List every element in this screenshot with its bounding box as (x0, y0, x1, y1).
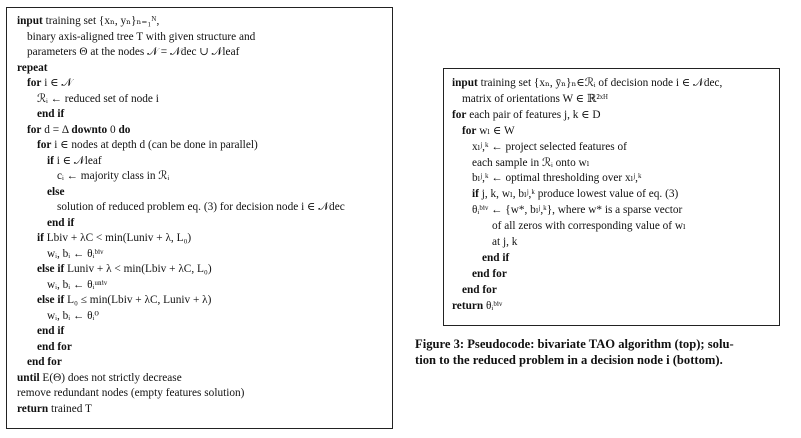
pseudocode-line: until E(Θ) does not strictly decrease (17, 371, 182, 384)
pseudocode-line: return θᵢᵇⁱᵛ (452, 299, 503, 312)
pseudocode-line: input training set {xₙ, yₙ}ₙ₌₁ᴺ, (17, 15, 160, 27)
pseudocode-line: end for (27, 356, 62, 368)
pseudocode-line: end if (37, 325, 65, 337)
pseudocode-line: for each pair of features j, k ∈ D (452, 108, 601, 121)
pseudocode-line: xₗʲ,ᵏ ← project selected features of (472, 140, 627, 153)
pseudocode-line: bₗʲ,ᵏ ← optimal thresholding over xₗʲ,ᵏ (472, 172, 642, 185)
pseudocode-line: wᵢ, bᵢ ← θᵢ⁰ (47, 309, 99, 322)
caption-line-1: Figure 3: Pseudocode: bivariate TAO algorithm (top); solu- (415, 337, 734, 351)
pseudocode-line: return trained T (17, 402, 92, 415)
pseudocode-line: else (47, 185, 65, 198)
pseudocode-line: wᵢ, bᵢ ← θᵢᵇⁱᵛ (47, 247, 104, 260)
pseudocode-line: if i ∈ 𝒩leaf (47, 154, 102, 167)
pseudocode-line: of all zeros with corresponding value of wₗ (492, 220, 686, 233)
pseudocode-box-top (6, 7, 393, 429)
pseudocode-line: if Lbiv + λC < min(Luniv + λ, L₀) (37, 232, 192, 244)
pseudocode-line: end if (47, 216, 75, 229)
pseudocode-box-bottom (443, 68, 780, 326)
pseudocode-line: repeat (17, 61, 48, 74)
pseudocode-line: end for (472, 267, 507, 280)
pseudocode-line: binary axis-aligned tree T with given structure and (27, 30, 256, 43)
pseudocode-line: for i ∈ nodes at depth d (can be done in parallel) (37, 139, 258, 151)
pseudocode-line: θᵢᵇⁱᵛ ← {w*, bₗʲ,ᵏ}, where w* is a sparse vector (472, 204, 683, 217)
pseudocode-line: else if Luniv + λ < min(Lbiv + λC, L₀) (37, 263, 212, 275)
pseudocode-line: else if L₀ ≤ min(Lbiv + λC, Luniv + λ) (37, 294, 212, 306)
pseudocode-line: for i ∈ 𝒩 (27, 77, 73, 89)
pseudocode-line: cᵢ ← majority class in ℛᵢ (57, 170, 170, 182)
pseudocode-line: ℛᵢ ← reduced set of node i (37, 92, 159, 105)
pseudocode-line: remove redundant nodes (empty features solution) (17, 387, 245, 399)
pseudocode-line: parameters Θ at the nodes 𝒩 = 𝒩dec ∪ 𝒩leaf (27, 46, 240, 58)
pseudocode-line: end if (482, 251, 510, 264)
pseudocode-line: solution of reduced problem eq. (3) for decision node i ∈ 𝒩dec (57, 201, 345, 213)
pseudocode-line: each sample in ℛᵢ onto wₗ (472, 156, 590, 169)
pseudocode-line: for wₗ ∈ W (462, 124, 515, 137)
pseudocode-line: end if (37, 108, 65, 120)
pseudocode-line: at j, k (492, 236, 518, 248)
pseudocode-line: wᵢ, bᵢ ← θᵢᵘⁿⁱᵛ (47, 278, 108, 291)
caption-line-2: tion to the reduced problem in a decision node i (bottom). (415, 353, 723, 367)
pseudocode-line: matrix of orientations W ∈ ℝ²ˣᴴ (462, 92, 608, 105)
pseudocode-line: for d = Δ downto 0 do (27, 123, 131, 136)
pseudocode-line: end for (37, 340, 72, 353)
pseudocode-line: input training set {xₙ, ȳₙ}ₙ∈ℛᵢ of decision node i ∈ 𝒩dec, (452, 77, 723, 89)
pseudocode-line: end for (462, 283, 497, 296)
pseudocode-line: if j, k, wₗ, bₗʲ,ᵏ produce lowest value of eq. (3) (472, 188, 679, 201)
